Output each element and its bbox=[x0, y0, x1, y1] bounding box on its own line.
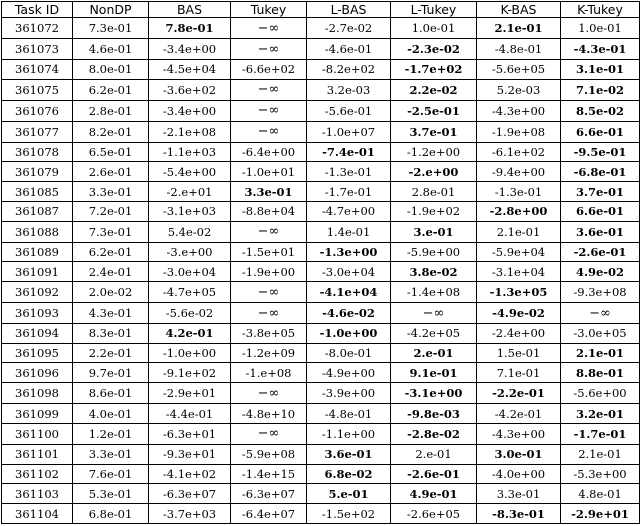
table-cell: -6.3e+01 bbox=[149, 423, 231, 444]
table-cell: -1.2e+00 bbox=[391, 142, 477, 162]
table-cell: 3.6e-01 bbox=[561, 221, 640, 242]
table-cell: -2.9e+01 bbox=[561, 504, 640, 524]
table-cell: -2.6e+05 bbox=[391, 504, 477, 524]
table-cell: −∞ bbox=[231, 383, 307, 404]
table-cell: -4.3e-01 bbox=[561, 39, 640, 60]
table-cell: 2.8e-01 bbox=[73, 100, 149, 121]
table-cell: 3.2e-01 bbox=[561, 404, 640, 424]
table-cell: −∞ bbox=[231, 282, 307, 303]
table-row bbox=[2, 201, 640, 221]
table-cell: 361102 bbox=[2, 464, 73, 484]
table-cell: -2.1e+08 bbox=[149, 121, 231, 142]
table-cell: -5.9e+04 bbox=[477, 242, 561, 262]
table-cell: -4.3e+00 bbox=[477, 423, 561, 444]
table-cell: 4.0e-01 bbox=[73, 404, 149, 424]
table-cell: -4.1e+02 bbox=[149, 464, 231, 484]
table-cell: 361095 bbox=[2, 343, 73, 363]
table-cell: 1.0e-01 bbox=[561, 18, 640, 39]
table-cell: 3.7e-01 bbox=[391, 121, 477, 142]
table-cell: 4.9e-02 bbox=[561, 262, 640, 282]
table-cell: -6.3e+07 bbox=[149, 484, 231, 504]
table-cell: -1.3e-01 bbox=[307, 162, 391, 182]
table-cell: −∞ bbox=[231, 423, 307, 444]
table-cell: -4.2e-01 bbox=[477, 404, 561, 424]
table-cell: 361094 bbox=[2, 324, 73, 344]
table-cell: 361078 bbox=[2, 142, 73, 162]
table-row bbox=[2, 484, 640, 504]
table-cell: -4.6e-02 bbox=[307, 303, 391, 324]
table-cell: 361099 bbox=[2, 404, 73, 424]
table-cell: -1.3e+05 bbox=[477, 282, 561, 303]
table-cell: -8.8e+04 bbox=[231, 201, 307, 221]
table-cell: 1.0e-01 bbox=[391, 18, 477, 39]
table-cell: -5.9e+08 bbox=[231, 444, 307, 464]
table-cell: -9.3e+08 bbox=[561, 282, 640, 303]
table-row bbox=[2, 100, 640, 121]
table-cell: 361104 bbox=[2, 504, 73, 524]
table-cell: -5.9e+00 bbox=[391, 242, 477, 262]
table-cell: 2.0e-02 bbox=[73, 282, 149, 303]
header-k-tukey: K-Tukey bbox=[561, 2, 640, 18]
table-cell: -2.5e-01 bbox=[391, 100, 477, 121]
table-cell: 2.e-01 bbox=[391, 444, 477, 464]
table-cell: 6.6e-01 bbox=[561, 201, 640, 221]
table-cell: -3.1e+00 bbox=[391, 383, 477, 404]
table-cell: -4.8e+10 bbox=[231, 404, 307, 424]
header-task-id: Task ID bbox=[2, 2, 73, 18]
table-cell: -3.0e+05 bbox=[561, 324, 640, 344]
table-cell: 7.1e-02 bbox=[561, 79, 640, 100]
table-row bbox=[2, 383, 640, 404]
table-cell: -4.0e+00 bbox=[477, 464, 561, 484]
table-cell: -3.4e+00 bbox=[149, 39, 231, 60]
table-cell: 7.3e-01 bbox=[73, 221, 149, 242]
table-cell: -1.1e+03 bbox=[149, 142, 231, 162]
table-cell: -1.0e+01 bbox=[231, 162, 307, 182]
table-cell: −∞ bbox=[561, 303, 640, 324]
table-cell: -1.3e-01 bbox=[477, 182, 561, 202]
header-l-tukey: L-Tukey bbox=[391, 2, 477, 18]
table-row bbox=[2, 464, 640, 484]
table-cell: 3.e-01 bbox=[391, 221, 477, 242]
table-cell: 361096 bbox=[2, 363, 73, 383]
table-cell: 5.4e-02 bbox=[149, 221, 231, 242]
table-cell: -9.3e+01 bbox=[149, 444, 231, 464]
table-cell: 2.e-01 bbox=[391, 343, 477, 363]
table-row bbox=[2, 363, 640, 383]
table-cell: -2.e+00 bbox=[391, 162, 477, 182]
table-cell: 361072 bbox=[2, 18, 73, 39]
table-cell: -4.7e+05 bbox=[149, 282, 231, 303]
table-row bbox=[2, 221, 640, 242]
table-cell: -2.9e+01 bbox=[149, 383, 231, 404]
table-cell: -6.4e+07 bbox=[231, 504, 307, 524]
table-cell: -3.0e+04 bbox=[307, 262, 391, 282]
table-cell: -4.3e+00 bbox=[477, 100, 561, 121]
table-cell: −∞ bbox=[231, 221, 307, 242]
table-cell: -6.6e+02 bbox=[231, 60, 307, 80]
table-cell: -2.8e+00 bbox=[477, 201, 561, 221]
table-cell: -2.7e-02 bbox=[307, 18, 391, 39]
table-cell: -1.4e+08 bbox=[391, 282, 477, 303]
table-cell: -1.0e+00 bbox=[307, 324, 391, 344]
table-cell: -9.8e-03 bbox=[391, 404, 477, 424]
table-row bbox=[2, 324, 640, 344]
table-cell: 5.3e-01 bbox=[73, 484, 149, 504]
table-cell: 7.1e-01 bbox=[477, 363, 561, 383]
table-cell: -5.6e-01 bbox=[307, 100, 391, 121]
table-cell: 7.3e-01 bbox=[73, 18, 149, 39]
table-cell: 2.1e-01 bbox=[561, 444, 640, 464]
table-cell: -1.5e+02 bbox=[307, 504, 391, 524]
table-cell: 8.2e-01 bbox=[73, 121, 149, 142]
table-cell: -3.1e+03 bbox=[149, 201, 231, 221]
table-cell: -8.3e-01 bbox=[477, 504, 561, 524]
table-cell: -1.9e+08 bbox=[477, 121, 561, 142]
table-cell: −∞ bbox=[231, 79, 307, 100]
table-cell: 6.8e-02 bbox=[307, 464, 391, 484]
header-nondp: NonDP bbox=[73, 2, 149, 18]
table-cell: -1.3e+00 bbox=[307, 242, 391, 262]
table-cell: -6.3e+07 bbox=[231, 484, 307, 504]
table-cell: 1.5e-01 bbox=[477, 343, 561, 363]
table-cell: 3.3e-01 bbox=[73, 444, 149, 464]
table-cell: -9.5e-01 bbox=[561, 142, 640, 162]
table-cell: -8.2e+02 bbox=[307, 60, 391, 80]
table-cell: 361088 bbox=[2, 221, 73, 242]
table-cell: -4.9e-02 bbox=[477, 303, 561, 324]
table-row bbox=[2, 79, 640, 100]
table-cell: −∞ bbox=[391, 303, 477, 324]
table-cell: 361076 bbox=[2, 100, 73, 121]
table-row bbox=[2, 162, 640, 182]
table-cell: -4.6e-01 bbox=[307, 39, 391, 60]
table-cell: −∞ bbox=[231, 303, 307, 324]
table-cell: 4.2e-01 bbox=[149, 324, 231, 344]
table-row bbox=[2, 504, 640, 524]
table-cell: 2.2e-02 bbox=[391, 79, 477, 100]
table-cell: 6.6e-01 bbox=[561, 121, 640, 142]
table-cell: 6.8e-01 bbox=[73, 504, 149, 524]
table-cell: -1.1e+00 bbox=[307, 423, 391, 444]
table-cell: 3.6e-01 bbox=[307, 444, 391, 464]
table-cell: 3.1e-01 bbox=[561, 60, 640, 80]
table-cell: 7.8e-01 bbox=[149, 18, 231, 39]
table-cell: -1.7e+02 bbox=[391, 60, 477, 80]
table-cell: 7.6e-01 bbox=[73, 464, 149, 484]
table-cell: 7.2e-01 bbox=[73, 201, 149, 221]
table-cell: -1.0e+00 bbox=[149, 343, 231, 363]
table-cell: 2.4e-01 bbox=[73, 262, 149, 282]
header-bas: BAS bbox=[149, 2, 231, 18]
table-cell: -5.4e+00 bbox=[149, 162, 231, 182]
table-cell: -4.7e+00 bbox=[307, 201, 391, 221]
table-row bbox=[2, 60, 640, 80]
table-cell: -1.e+08 bbox=[231, 363, 307, 383]
table-cell: -1.7e-01 bbox=[561, 423, 640, 444]
table-cell: 3.7e-01 bbox=[561, 182, 640, 202]
table-cell: -4.8e-01 bbox=[477, 39, 561, 60]
table-cell: 361087 bbox=[2, 201, 73, 221]
table-row bbox=[2, 444, 640, 464]
table-cell: -1.9e+02 bbox=[391, 201, 477, 221]
header-k-bas: K-BAS bbox=[477, 2, 561, 18]
table-cell: 9.7e-01 bbox=[73, 363, 149, 383]
table-cell: 4.3e-01 bbox=[73, 303, 149, 324]
table-cell: -1.7e-01 bbox=[307, 182, 391, 202]
table-cell: 3.3e-01 bbox=[231, 182, 307, 202]
table-cell: −∞ bbox=[231, 100, 307, 121]
table-cell: -2.e+01 bbox=[149, 182, 231, 202]
table-cell: 361075 bbox=[2, 79, 73, 100]
table-cell: -9.4e+00 bbox=[477, 162, 561, 182]
table-cell: -3.6e+02 bbox=[149, 79, 231, 100]
table-cell: -4.2e+05 bbox=[391, 324, 477, 344]
table-cell: 361091 bbox=[2, 262, 73, 282]
table-cell: -3.e+00 bbox=[149, 242, 231, 262]
table-cell: -4.9e+00 bbox=[307, 363, 391, 383]
table-cell: -1.0e+07 bbox=[307, 121, 391, 142]
table-row bbox=[2, 423, 640, 444]
table-row bbox=[2, 404, 640, 424]
table-cell: 8.3e-01 bbox=[73, 324, 149, 344]
table-cell: 361079 bbox=[2, 162, 73, 182]
table-cell: 361103 bbox=[2, 484, 73, 504]
table-cell: 361092 bbox=[2, 282, 73, 303]
table-row bbox=[2, 282, 640, 303]
header-tukey: Tukey bbox=[231, 2, 307, 18]
table-cell: -4.4e-01 bbox=[149, 404, 231, 424]
table-cell: 361073 bbox=[2, 39, 73, 60]
table-cell: −∞ bbox=[231, 18, 307, 39]
table-cell: -3.1e+04 bbox=[477, 262, 561, 282]
table-cell: -3.0e+04 bbox=[149, 262, 231, 282]
table-row bbox=[2, 343, 640, 363]
table-cell: 361074 bbox=[2, 60, 73, 80]
table-row bbox=[2, 262, 640, 282]
table-cell: 2.2e-01 bbox=[73, 343, 149, 363]
header-row bbox=[2, 2, 640, 18]
table-cell: 2.6e-01 bbox=[73, 162, 149, 182]
table-cell: 6.2e-01 bbox=[73, 79, 149, 100]
table-cell: -2.2e-01 bbox=[477, 383, 561, 404]
table-cell: -6.1e+02 bbox=[477, 142, 561, 162]
table-cell: -2.8e-02 bbox=[391, 423, 477, 444]
table-cell: 4.6e-01 bbox=[73, 39, 149, 60]
table-body bbox=[2, 18, 640, 524]
table-cell: -4.5e+04 bbox=[149, 60, 231, 80]
table-cell: 361085 bbox=[2, 182, 73, 202]
table-row bbox=[2, 18, 640, 39]
table-cell: -3.9e+00 bbox=[307, 383, 391, 404]
table-cell: 2.1e-01 bbox=[477, 221, 561, 242]
table-cell: 1.4e-01 bbox=[307, 221, 391, 242]
table-cell: 361093 bbox=[2, 303, 73, 324]
table-cell: -3.7e+03 bbox=[149, 504, 231, 524]
table-cell: 8.5e-02 bbox=[561, 100, 640, 121]
table-cell: 3.3e-01 bbox=[73, 182, 149, 202]
table-cell: 8.6e-01 bbox=[73, 383, 149, 404]
table-cell: 5.e-01 bbox=[307, 484, 391, 504]
table-cell: 3.3e-01 bbox=[477, 484, 561, 504]
table-cell: -8.0e-01 bbox=[307, 343, 391, 363]
table-cell: 361089 bbox=[2, 242, 73, 262]
table-cell: -3.8e+05 bbox=[231, 324, 307, 344]
table-cell: -5.6e-02 bbox=[149, 303, 231, 324]
table-cell: 361098 bbox=[2, 383, 73, 404]
table-cell: 361077 bbox=[2, 121, 73, 142]
table-cell: -5.6e+05 bbox=[477, 60, 561, 80]
results-table bbox=[1, 1, 640, 524]
table-cell: -1.4e+15 bbox=[231, 464, 307, 484]
table-cell: -9.1e+02 bbox=[149, 363, 231, 383]
table-row bbox=[2, 142, 640, 162]
table-cell: -4.8e-01 bbox=[307, 404, 391, 424]
table-cell: -1.9e+00 bbox=[231, 262, 307, 282]
table-cell: -4.1e+04 bbox=[307, 282, 391, 303]
table-cell: 3.2e-03 bbox=[307, 79, 391, 100]
table-cell: 361101 bbox=[2, 444, 73, 464]
table-cell: −∞ bbox=[231, 121, 307, 142]
table-cell: −∞ bbox=[231, 39, 307, 60]
table-cell: -1.5e+01 bbox=[231, 242, 307, 262]
table-cell: 4.8e-01 bbox=[561, 484, 640, 504]
table-cell: 2.1e-01 bbox=[477, 18, 561, 39]
table-cell: -7.4e-01 bbox=[307, 142, 391, 162]
table-cell: 9.1e-01 bbox=[391, 363, 477, 383]
table-cell: 8.0e-01 bbox=[73, 60, 149, 80]
table-row bbox=[2, 39, 640, 60]
table-cell: -6.8e-01 bbox=[561, 162, 640, 182]
table-cell: 1.2e-01 bbox=[73, 423, 149, 444]
table-cell: 8.8e-01 bbox=[561, 363, 640, 383]
table-cell: 361100 bbox=[2, 423, 73, 444]
table-cell: 4.9e-01 bbox=[391, 484, 477, 504]
table-cell: -3.4e+00 bbox=[149, 100, 231, 121]
header-l-bas: L-BAS bbox=[307, 2, 391, 18]
table-cell: -5.6e+00 bbox=[561, 383, 640, 404]
table-cell: 6.2e-01 bbox=[73, 242, 149, 262]
table-cell: 3.0e-01 bbox=[477, 444, 561, 464]
table-cell: -6.4e+00 bbox=[231, 142, 307, 162]
table-cell: -2.6e-01 bbox=[391, 464, 477, 484]
table-cell: -2.6e-01 bbox=[561, 242, 640, 262]
table-cell: 2.1e-01 bbox=[561, 343, 640, 363]
table-row bbox=[2, 121, 640, 142]
table-cell: 3.8e-02 bbox=[391, 262, 477, 282]
table-cell: 2.8e-01 bbox=[391, 182, 477, 202]
table-cell: 6.5e-01 bbox=[73, 142, 149, 162]
table-cell: -2.4e+00 bbox=[477, 324, 561, 344]
table-cell: 5.2e-03 bbox=[477, 79, 561, 100]
table-cell: -1.2e+09 bbox=[231, 343, 307, 363]
table-row bbox=[2, 182, 640, 202]
table-row bbox=[2, 242, 640, 262]
table-row bbox=[2, 303, 640, 324]
table-cell: -2.3e-02 bbox=[391, 39, 477, 60]
table-cell: -5.3e+00 bbox=[561, 464, 640, 484]
